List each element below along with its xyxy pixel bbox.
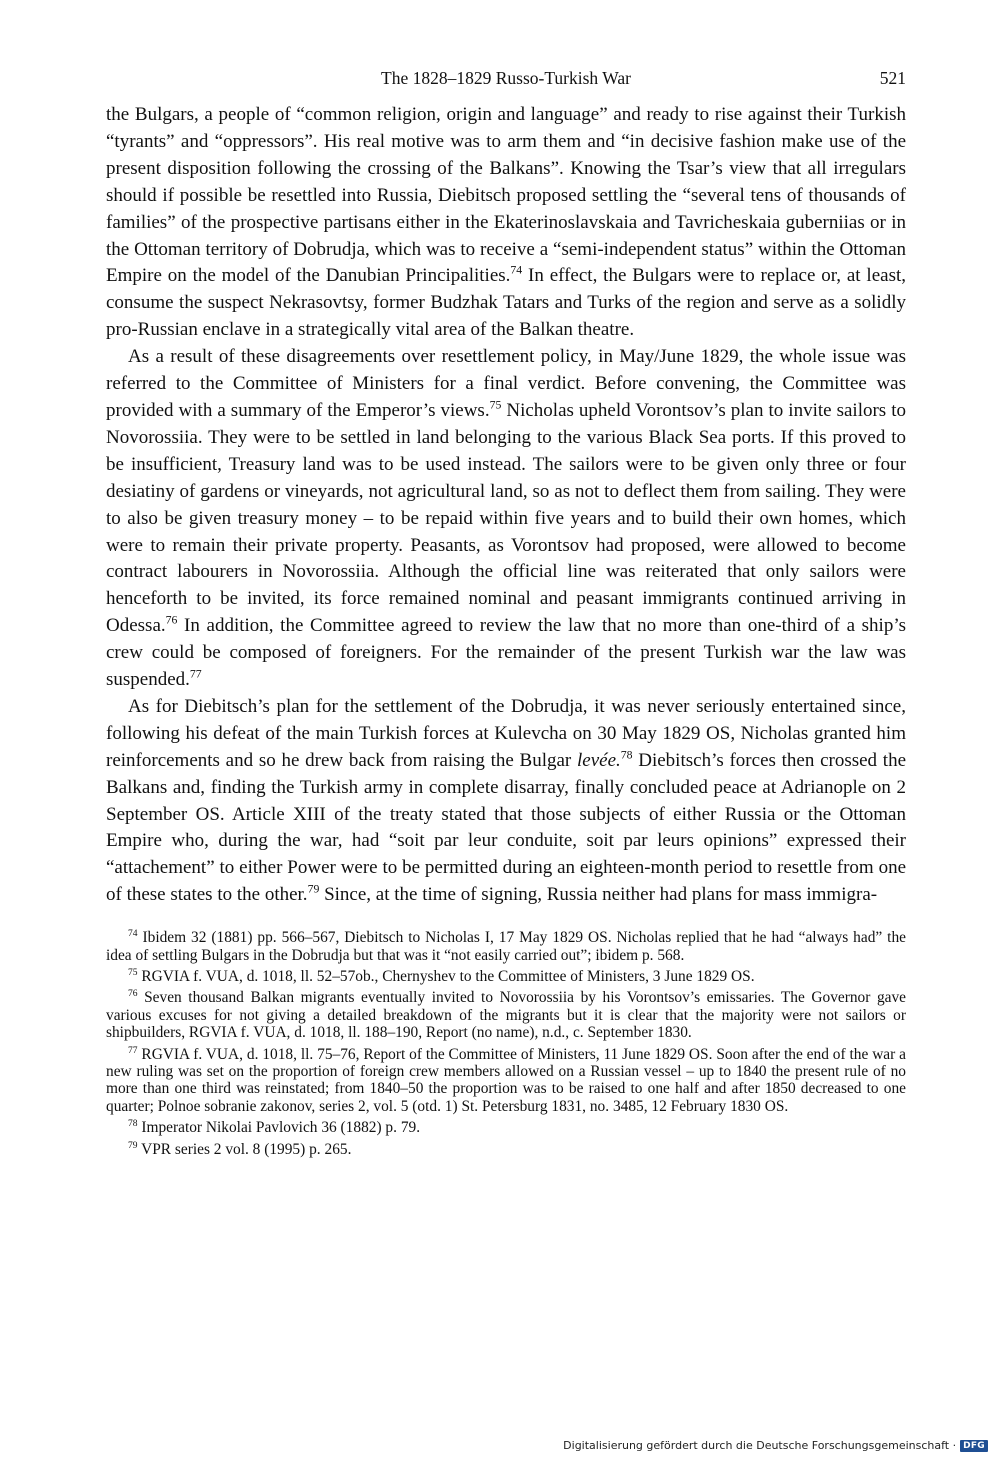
footnote-ref-74[interactable]: 74 xyxy=(510,264,523,278)
running-title: The 1828–1829 Russo-Turkish War xyxy=(381,68,631,88)
footnote-74: $^{74}$ Ibidem 32 (1881) pp. 566–567, Diebitsch to Nicholas I, 17 May 1829 OS. Nicholas replied that he had “always had” the idea of settling Bulgars in the Dobrudja but that was it “not easily carried out”; ibidem p. 568. xyxy=(106,928,906,964)
footnote-ref-76[interactable]: 76 xyxy=(165,613,178,627)
footnote-77: $^{77}$ RGVIA f. VUA, d. 1018, ll. 75–76, Report of the Committee of Ministers, 11 June 1829 OS. Soon after the end of the war a new ruling was set on the proportion of foreign crew members allowed on a Russian vessel – up to 1840 the present rule of no more than one third was reinstated; from 1840–50 the proportion was to be raised to one half and after 1850 decreased to one quarter; Polnoe sobranie zakonov, series 2, vol. 5 (otd. 1) St. Petersburg 1831, no. 3485, 12 February 1830 OS. xyxy=(106,1044,906,1115)
page-number: 521 xyxy=(879,68,906,88)
footnote-ref-77[interactable]: 77 xyxy=(189,667,202,681)
dfg-logo-icon: DFG xyxy=(960,1440,988,1452)
body-text xyxy=(106,102,906,909)
footnote-ref-79[interactable]: 79 xyxy=(307,882,320,896)
paragraph-1: the Bulgars, a people of “common religion, origin and language” and ready to rise against their Turkish “tyrants” and “oppressors”. His real motive was to arm them and “in decisive fashion make use of the present disposition following the crossing of the Balkans”. Knowing the Tsar’s view that all irregulars should if possible be resettled into Russia, Diebitsch proposed settling the “several tens of thousands of families” of the prospective partisans either in the Ekaterinoslavskaia and Tavricheskaia guberniias or in the Ottoman territory of Dobrudja, which was to receive a “semi-independent status” within the Ottoman Empire on the model of the Danubian Principalities.$^{74}$ In effect, the Bulgars were to replace or, at least, consume the suspect Nekrasovtsy, former Budzhak Tatars and Turks of the region and serve as a solidly pro-Russian enclave in a strategically vital area of the Balkan theatre. xyxy=(106,104,906,341)
footnote-79: $^{79}$ VPR series 2 vol. 8 (1995) p. 265. xyxy=(128,1139,352,1158)
paragraph-3: As for Diebitsch’s plan for the settlement of the Dobrudja, it was never seriously entertained since, following his defeat of the main Turkish forces at Kulevcha on 30 May 1829 OS, Nicholas granted him reinforcements and so he drew back from raising the Bulgar levée.$^{78}$ Diebitsch’s forces then crossed the Balkans and, finding the Turkish army in complete disarray, finally concluded peace at Adrianople on 2 September OS. Article XIII of the treaty stated that those subjects of either Russia or the Ottoman Empire who, during the war, had “soit par leur conduite, soit par leurs opinions” expressed their “attachement” to either Power were to be permitted during an eighteen-month period to resettle from one of these states to the other.$^{79}$ Since, at the time of signing, Russia neither had plans for mass immigra- xyxy=(106,695,907,906)
footnote-78: $^{78}$ Imperator Nikolai Pavlovich 36 (1882) p. 79. xyxy=(128,1118,421,1137)
footnote-ref-78[interactable]: 78 xyxy=(620,748,633,762)
footnote-ref-75[interactable]: 75 xyxy=(489,398,502,412)
footnote-76: $^{76}$ Seven thousand Balkan migrants eventually invited to Novorossiia by his Vorontsov’s emissaries. The Governor gave various excuses for not giving a detailed breakdown of the migrants but it is clear that the majority were not sailors or shipbuilders, RGVIA f. VUA, d. 1018, ll. 188–190, Report (no name), n.d., c. September 1830. xyxy=(106,988,906,1042)
footnote-75: $^{75}$ RGVIA f. VUA, d. 1018, ll. 52–57ob., Chernyshev to the Committee of Ministers, 3 June 1829 OS. xyxy=(128,966,755,985)
page xyxy=(106,68,906,1158)
italic-levee: levée. xyxy=(576,749,621,771)
digitization-credit xyxy=(563,1439,988,1452)
credit-text: Digitalisierung gefördert durch die Deutsche Forschungsgemeinschaft · xyxy=(563,1439,957,1452)
running-head xyxy=(106,68,906,102)
paragraph-2: As a result of these disagreements over resettlement policy, in May/June 1829, the whole issue was referred to the Committee of Ministers for a final verdict. Before convening, the Committee was provided with a summary of the Emperor’s views.$^{75}$ Nicholas upheld Vorontsov’s plan to invite sailors to Novorossiia. They were to be settled in land belonging to the various Black Sea ports. If this proved to be insufficient, Treasury land was to be used instead. The sailors were to be given only three or four desiatiny of gardens or vineyards, not agricultural land, so as not to deflect them from sailing. They were to also be given treasury money – to be repaid within five years and to build their own homes, which were to remain their private property. Peasants, as Vorontsov had proposed, were allowed to become contract labourers in Novorossiia. Although the official line was reiterated that only sailors were henceforth to be invited, its force remained nominal and peasant immigrants continued arriving in Odessa.$^{76}$ In addition, the Committee agreed to review the law that no more than one-third of a ship’s crew could be composed of foreigners. For the remainder of the present Turkish war the law was suspended.$^{77}$ xyxy=(106,346,906,691)
footnotes xyxy=(106,929,906,1158)
